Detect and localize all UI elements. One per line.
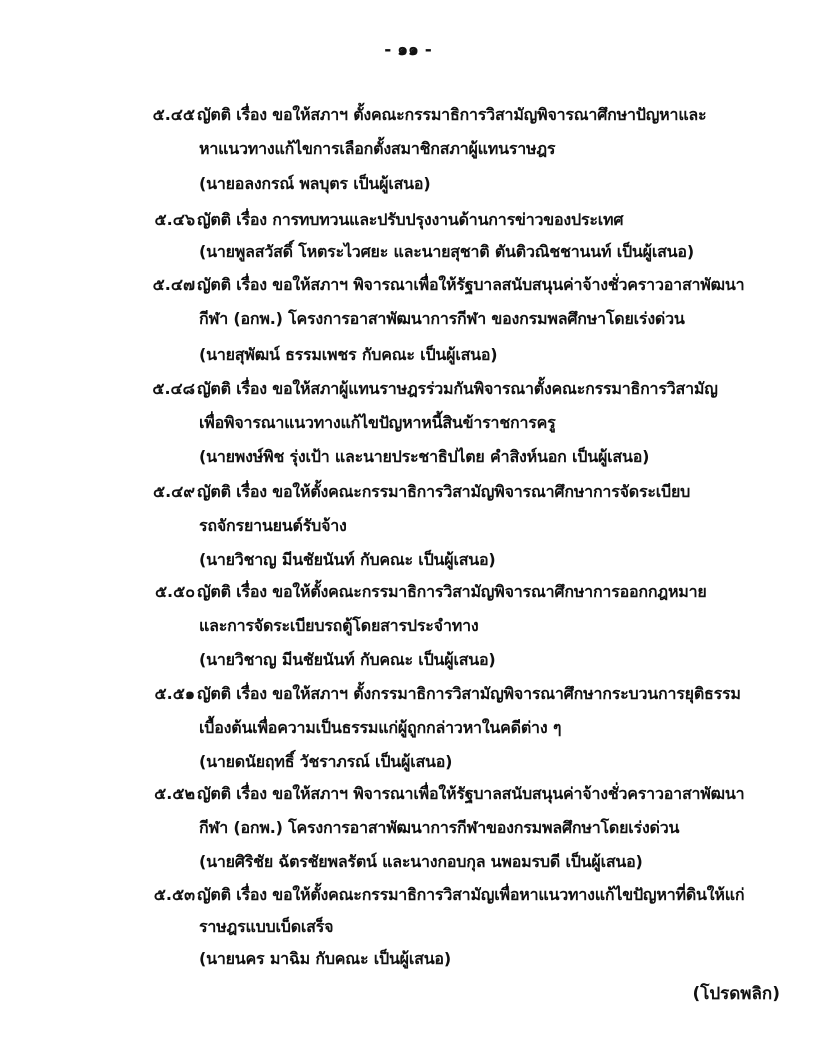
item-number: ๕.๔๗ bbox=[152, 275, 195, 294]
item-line: ญัตติ เรื่อง ขอให้ตั้งคณะกรรมาธิการวิสามัญพิจารณาศึกษาการจัดระเบียบ bbox=[197, 482, 691, 501]
item-line: เพื่อพิจารณาแนวทางแก้ไขปัญหาหนี้สินข้าราชการครู bbox=[199, 413, 556, 432]
item-line: ญัตติ เรื่อง ขอให้สภาฯ ตั้งคณะกรรมาธิการวิสามัญพิจารณาศึกษาปัญหาและ bbox=[197, 105, 707, 124]
item-line: (นายวิชาญ มีนชัยนันท์ กับคณะ เป็นผู้เสนอ) bbox=[199, 550, 496, 569]
item-line: ญัตติ เรื่อง ขอให้ตั้งคณะกรรมาธิการวิสามัญเพื่อหาแนวทางแก้ไขปัญหาที่ดินให้แก่ bbox=[197, 885, 745, 904]
item-number: ๕.๕๑ bbox=[154, 684, 195, 703]
please-turn-over-note: (โปรดพลิก) bbox=[692, 984, 780, 1004]
item-line: และการจัดระเบียบรถตู้โดยสารประจำทาง bbox=[199, 616, 479, 635]
item-line: (นายสุพัฒน์ ธรรมเพชร กับคณะ เป็นผู้เสนอ) bbox=[199, 345, 498, 364]
item-number: ๕.๔๕ bbox=[152, 105, 195, 124]
item-number: ๕.๕๐ bbox=[154, 582, 195, 601]
item-line: รถจักรยานยนต์รับจ้าง bbox=[199, 516, 347, 535]
item-line: (นายดนัยฤทธิ์ วัชราภรณ์ เป็นผู้เสนอ) bbox=[199, 752, 453, 771]
item-line: ญัตติ เรื่อง ขอให้ตั้งคณะกรรมาธิการวิสามัญพิจารณาศึกษาการออกกฎหมาย bbox=[197, 582, 707, 601]
item-line: (นายพงษ์พิช รุ่งเป้า และนายประชาธิปไตย คำสิงห์นอก เป็นผู้เสนอ) bbox=[199, 447, 650, 466]
item-line: หาแนวทางแก้ไขการเลือกตั้งสมาชิกสภาผู้แทนราษฎร bbox=[199, 139, 556, 158]
item-line: ญัตติ เรื่อง ขอให้สภาฯ พิจารณาเพื่อให้รัฐบาลสนับสนุนค่าจ้างชั่วคราวอาสาพัฒนา bbox=[197, 784, 745, 803]
item-line: (นายวิชาญ มีนชัยนันท์ กับคณะ เป็นผู้เสนอ) bbox=[199, 650, 496, 669]
item-number: ๕.๕๒ bbox=[154, 784, 195, 803]
item-line: (นายอลงกรณ์ พลบุตร เป็นผู้เสนอ) bbox=[199, 174, 431, 193]
page-number: - ๑๑ - bbox=[384, 40, 432, 60]
item-number: ๕.๕๓ bbox=[153, 885, 195, 904]
item-number: ๕.๔๖ bbox=[154, 210, 195, 229]
item-line: ญัตติ เรื่อง ขอให้สภาผู้แทนราษฎรร่วมกันพิจารณาตั้งคณะกรรมาธิการวิสามัญ bbox=[197, 379, 718, 398]
item-line: ราษฎรแบบเบ็ดเสร็จ bbox=[199, 917, 334, 936]
item-line: (นายศิริชัย ฉัตรชัยพลรัตน์ และนางกอบกุล นพอมรบดี เป็นผู้เสนอ) bbox=[199, 852, 643, 871]
item-line: กีฬา (อกพ.) โครงการอาสาพัฒนาการกีฬา ของกรมพลศึกษาโดยเร่งด่วน bbox=[199, 309, 685, 328]
item-line: กีฬา (อกพ.) โครงการอาสาพัฒนาการกีฬาของกรมพลศึกษาโดยเร่งด่วน bbox=[199, 818, 680, 837]
item-line: (นายพูลสวัสดิ์ โหตระไวศยะ และนายสุชาติ ตันติวณิชชานนท์ เป็นผู้เสนอ) bbox=[199, 242, 694, 261]
item-line: ญัตติ เรื่อง การทบทวนและปรับปรุงงานด้านการข่าวของประเทศ bbox=[197, 210, 624, 229]
item-line: ญัตติ เรื่อง ขอให้สภาฯ ตั้งกรรมาธิการวิสามัญพิจารณาศึกษากระบวนการยุติธรรม bbox=[197, 684, 741, 703]
item-line: (นายนคร มาฉิม กับคณะ เป็นผู้เสนอ) bbox=[199, 949, 451, 968]
item-number: ๕.๔๙ bbox=[152, 482, 195, 501]
item-line: เบื้องต้นเพื่อความเป็นธรรมแก่ผู้ถูกกล่าวหาในคดีต่าง ๆ bbox=[199, 718, 562, 737]
item-number: ๕.๔๘ bbox=[152, 379, 195, 398]
item-line: ญัตติ เรื่อง ขอให้สภาฯ พิจารณาเพื่อให้รัฐบาลสนับสนุนค่าจ้างชั่วคราวอาสาพัฒนา bbox=[197, 275, 745, 294]
